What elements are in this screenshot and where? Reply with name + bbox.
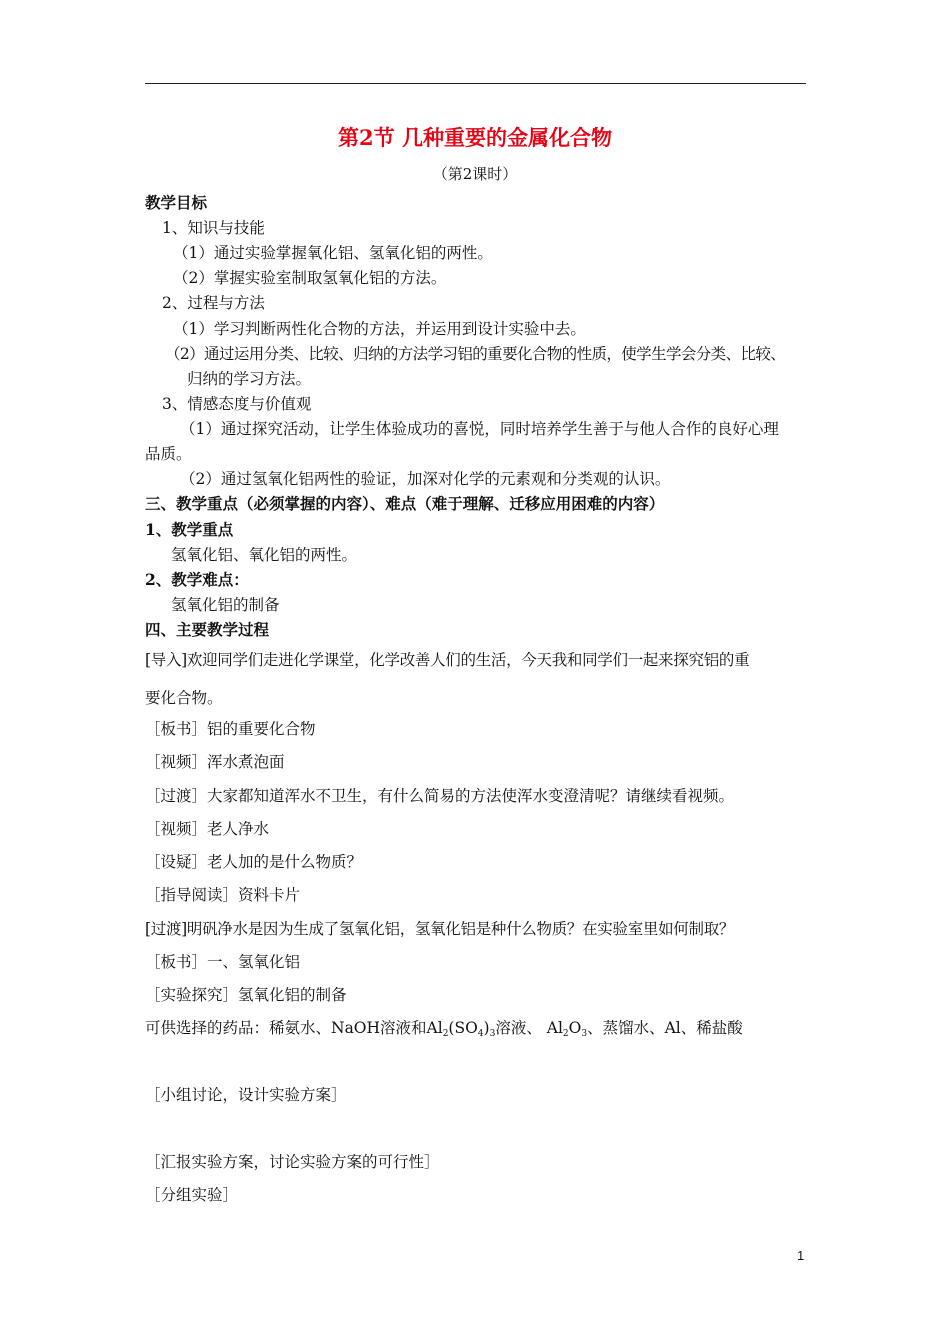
process-intro-cont: 要化合物。 xyxy=(145,689,223,707)
objective-2-heading: 2、过程与方法 xyxy=(162,294,265,312)
page-subtitle: （第2课时） xyxy=(432,165,518,183)
objective-2-2-cont: 归纳的学习方法。 xyxy=(187,370,312,388)
process-board-2: ［板书］一、氢氧化铝 xyxy=(145,953,301,971)
process-intro: [导入]欢迎同学们走进化学课堂，化学改善人们的生活，今天我和同学们一起来探究铝的重 xyxy=(145,651,750,669)
process-group-experiment: ［分组实验］ xyxy=(145,1186,239,1204)
process-group-discussion: ［小组讨论，设计实验方案］ xyxy=(145,1086,347,1104)
process-video-1: ［视频］浑水煮泡面 xyxy=(145,753,285,771)
reagents-sub-3: 3 xyxy=(489,1029,496,1039)
process-board-1: ［板书］铝的重要化合物 xyxy=(145,720,316,738)
process-transition-2: [过渡]明矾净水是因为生成了氢氧化铝，氢氧化铝是种什么物质？在实验室里如何制取？ xyxy=(145,920,735,938)
objective-2-2: （2）通过运用分类、比较、归纳的方法学习铝的重要化合物的性质，使学生学会分类、比较、 xyxy=(165,345,786,363)
key-point-text: 氢氧化铝、氧化铝的两性。 xyxy=(171,546,358,564)
objective-3-1: （1）通过探究活动，让学生体验成功的喜悦，同时培养学生善于与他人合作的良好心理 xyxy=(180,420,779,438)
objective-1-2: （2）掌握实验室制取氢氧化铝的方法。 xyxy=(173,269,447,287)
process-transition-1: ［过渡］大家都知道浑水不卫生，有什么简易的方法使浑水变澄清呢？请继续看视频。 xyxy=(145,787,735,805)
objectives-heading: 教学目标 xyxy=(145,193,208,212)
process-question: ［设疑］老人加的是什么物质？ xyxy=(145,853,363,871)
reagents-sub-5: 3 xyxy=(581,1029,588,1039)
objective-2-1: （1）学习判断两性化合物的方法，并运用到设计实验中去。 xyxy=(173,320,586,338)
difficulty-text: 氢氧化铝的制备 xyxy=(171,596,280,614)
reagents-sub-4: 2 xyxy=(562,1029,569,1039)
process-report: ［汇报实验方案，讨论实验方案的可行性］ xyxy=(145,1153,440,1171)
reagents-part-c: ) xyxy=(483,1019,490,1037)
objective-1-heading: 1、知识与技能 xyxy=(162,219,265,237)
header-rule xyxy=(145,83,806,84)
objective-1-1: （1）通过实验掌握氧化铝、氢氧化铝的两性。 xyxy=(173,244,493,262)
page-title: 第2节 几种重要的金属化合物 xyxy=(338,125,612,150)
page-number: 1 xyxy=(797,1248,805,1263)
reagents-sub-2: 4 xyxy=(477,1029,484,1039)
available-reagents xyxy=(145,1018,743,1044)
key-point-heading: 1、教学重点 xyxy=(145,520,234,539)
section-4-heading: 四、主要教学过程 xyxy=(145,620,270,639)
process-video-2: ［视频］老人净水 xyxy=(145,820,270,838)
section-3-heading: 三、教学重点（必须掌握的内容）、难点（难于理解、迁移应用困难的内容） xyxy=(145,494,665,513)
process-reading: ［指导阅读］资料卡片 xyxy=(145,886,301,904)
reagents-part-f: 、蒸馏水、Al、稀盐酸 xyxy=(587,1019,743,1037)
reagents-part-d: 溶液、 Al xyxy=(495,1019,563,1037)
reagents-part-b: (SO xyxy=(448,1019,478,1037)
objective-3-heading: 3、情感态度与价值观 xyxy=(162,395,312,413)
objective-3-1-cont: 品质。 xyxy=(145,445,192,463)
reagents-part-e: O xyxy=(568,1019,582,1037)
reagents-sub-1: 2 xyxy=(442,1029,449,1039)
difficulty-heading: 2、教学难点： xyxy=(145,570,249,589)
reagents-part-a: 可供选择的药品：稀氨水、NaOH溶液和Al xyxy=(145,1019,443,1037)
objective-3-2: （2）通过氢氧化铝两性的验证，加深对化学的元素观和分类观的认识。 xyxy=(180,470,671,488)
process-experiment: ［实验探究］氢氧化铝的制备 xyxy=(145,986,347,1004)
